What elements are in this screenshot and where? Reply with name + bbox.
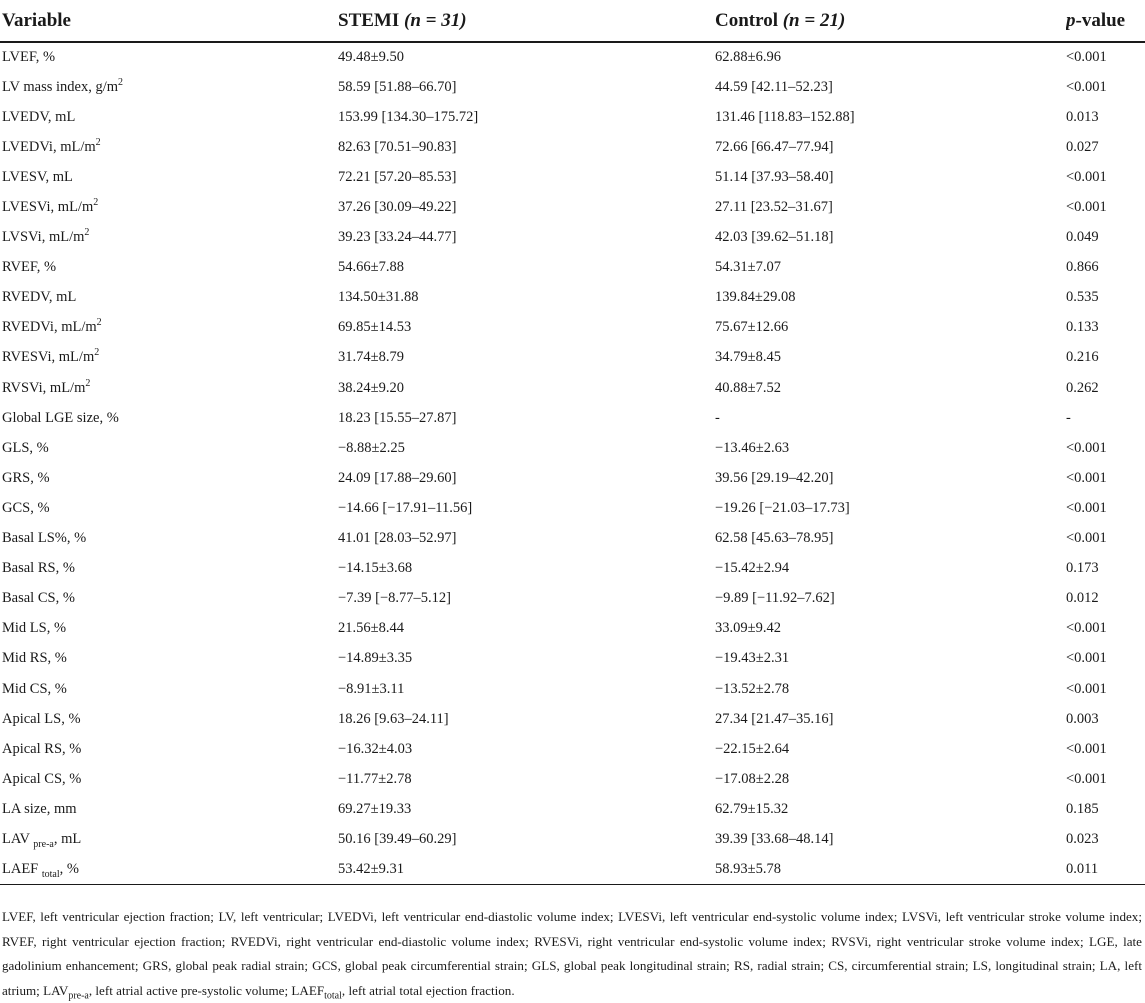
cell-pvalue: <0.001 (1066, 469, 1107, 486)
cell-control: −15.42±2.94 (715, 560, 790, 577)
cell-pvalue: 0.173 (1066, 560, 1099, 577)
table-row (0, 855, 1145, 885)
cell-stemi: 24.09 [17.88–29.60] (338, 469, 457, 486)
table-row (0, 42, 1145, 72)
cell-stemi: 82.63 [70.51–90.83] (338, 138, 457, 155)
cell-control: −13.46±2.63 (715, 439, 790, 456)
cell-control: −22.15±2.64 (715, 740, 790, 757)
cell-variable (0, 72, 338, 102)
variable-text: RVEF, % (2, 259, 57, 276)
header-variable: Variable (0, 0, 338, 42)
cell-stemi: 18.26 [9.63–24.11] (338, 710, 449, 727)
variable-text: LA size, mm (2, 800, 77, 817)
cell-stemi: 31.74±8.79 (338, 349, 404, 366)
table-row (0, 734, 1145, 764)
table-body (0, 42, 1145, 885)
cell-pvalue: 0.027 (1066, 138, 1099, 155)
cell-pvalue: - (1066, 409, 1071, 426)
variable-superscript: 2 (94, 347, 100, 359)
header-control-label: Control (715, 9, 778, 31)
variable-superscript: 2 (85, 377, 91, 389)
cell-stemi: 53.42±9.31 (338, 855, 715, 885)
cell-pvalue: <0.001 (1066, 620, 1107, 637)
cell-control: 39.39 [33.68–48.14] (715, 830, 834, 847)
cell-variable (0, 674, 338, 704)
header-stemi-n: (n = 31) (404, 9, 467, 31)
cell-stemi: 153.99 [134.30–175.72] (338, 108, 479, 125)
table-row (0, 253, 1145, 283)
cell-control: 72.66 [66.47–77.94] (715, 138, 834, 155)
cell-pvalue: 0.216 (1066, 349, 1099, 366)
cell-variable (0, 794, 338, 824)
variable-text: GCS, % (2, 499, 50, 516)
variable-text: Basal CS, % (2, 590, 75, 607)
cell-variable (0, 463, 338, 493)
cell-pvalue: 0.012 (1066, 590, 1099, 607)
cell-variable (0, 764, 338, 794)
footnote-sub1: pre-a (68, 990, 89, 1002)
cell-pvalue: 0.133 (1066, 319, 1099, 336)
cell-stemi: 18.23 [15.55–27.87] (338, 409, 457, 426)
cell-variable (0, 614, 338, 644)
table-footnote (2, 905, 1142, 1003)
cell-control: 34.79±8.45 (715, 349, 781, 366)
cell-variable (0, 223, 338, 253)
cell-variable (0, 373, 338, 403)
cell-variable (0, 704, 338, 734)
cell-stemi: 39.23 [33.24–44.77] (338, 229, 457, 246)
variable-text: RVSVi, mL/m (2, 379, 86, 396)
cell-control: −9.89 [−11.92–7.62] (715, 590, 835, 607)
table-row (0, 794, 1145, 824)
cell-variable (0, 343, 338, 373)
cell-variable (0, 42, 338, 72)
cell-variable (0, 403, 338, 433)
variable-text: Basal RS, % (2, 560, 75, 577)
cell-stemi: −14.15±3.68 (338, 560, 413, 577)
cell-variable (0, 132, 338, 162)
table-row (0, 162, 1145, 192)
variable-superscript: 2 (84, 227, 90, 239)
footnote-sub2: total (324, 990, 342, 1002)
cell-stemi: −8.88±2.25 (338, 439, 405, 456)
cell-control: 44.59 [42.11–52.23] (715, 78, 833, 95)
header-control (715, 0, 1066, 42)
cell-variable (0, 433, 338, 463)
cell-stemi: 58.59 [51.88–66.70] (338, 78, 457, 95)
table-row (0, 704, 1145, 734)
variable-text: LV mass index, g/m (2, 78, 119, 95)
table-row (0, 223, 1145, 253)
cell-control: 51.14 [37.93–58.40] (715, 168, 834, 185)
cell-pvalue: 0.866 (1066, 259, 1099, 276)
variable-text: Apical LS, % (2, 710, 81, 727)
cell-stemi: 41.01 [28.03–52.97] (338, 530, 457, 547)
header-stemi-label: STEMI (338, 9, 400, 31)
variable-text: RVESVi, mL/m (2, 349, 95, 366)
cell-variable (0, 313, 338, 343)
cell-stemi: 54.66±7.88 (338, 259, 404, 276)
variable-superscript: 2 (95, 137, 101, 148)
cell-control: 27.34 [21.47–35.16] (715, 710, 834, 727)
cell-control: 39.56 [29.19–42.20] (715, 469, 834, 486)
cell-pvalue: <0.001 (1066, 439, 1107, 456)
cell-control: 40.88±7.52 (715, 379, 781, 396)
cell-control: −19.26 [−21.03–17.73] (715, 499, 850, 516)
cell-variable (0, 162, 338, 192)
cell-stemi: 134.50±31.88 (338, 289, 419, 306)
cell-control: 62.58 [45.63–78.95] (715, 530, 834, 547)
cell-control: 62.79±15.32 (715, 800, 789, 817)
variable-suffix: , % (59, 860, 79, 877)
header-stemi (338, 0, 715, 42)
variable-subscript: pre-a (33, 838, 54, 850)
variable-text: LVSVi, mL/m (2, 229, 85, 246)
variable-text: Mid RS, % (2, 650, 67, 667)
cell-stemi: 50.16 [39.49–60.29] (338, 830, 457, 847)
cell-variable (0, 102, 338, 132)
footnote-part3: , left atrial total ejection fraction. (341, 982, 515, 998)
table-row (0, 343, 1145, 373)
table-row (0, 614, 1145, 644)
table-row (0, 463, 1145, 493)
table-row (0, 102, 1145, 132)
variable-text: LVEF, % (2, 49, 56, 66)
table-row (0, 433, 1145, 463)
cell-pvalue: 0.049 (1066, 229, 1099, 246)
cell-control: 54.31±7.07 (715, 259, 781, 276)
cell-pvalue: 0.003 (1066, 710, 1099, 727)
variable-text: Basal LS%, % (2, 530, 87, 547)
cell-stemi: 69.85±14.53 (338, 319, 412, 336)
table-row (0, 403, 1145, 433)
cell-pvalue: 0.011 (1066, 855, 1145, 885)
cell-pvalue: <0.001 (1066, 168, 1107, 185)
variable-subscript: total (41, 868, 60, 880)
cell-control: 131.46 [118.83–152.88] (715, 108, 855, 125)
variable-text: LVEDV, mL (2, 108, 76, 125)
cell-stemi: −11.77±2.78 (338, 770, 412, 787)
cell-stemi: 37.26 [30.09–49.22] (338, 199, 457, 216)
cell-variable (0, 584, 338, 614)
header-pvalue-suffix: -value (1075, 9, 1126, 31)
cell-variable (0, 192, 338, 222)
variable-text: GRS, % (2, 469, 50, 486)
cell-pvalue: 0.185 (1066, 800, 1099, 817)
table-row (0, 584, 1145, 614)
cell-pvalue: <0.001 (1066, 770, 1107, 787)
cell-pvalue: <0.001 (1066, 49, 1107, 66)
cell-stemi: 21.56±8.44 (338, 620, 404, 637)
table-row (0, 674, 1145, 704)
cell-control: 58.93±5.78 (715, 855, 1066, 885)
cell-control: 42.03 [39.62–51.18] (715, 229, 834, 246)
cell-stemi: 49.48±9.50 (338, 49, 404, 66)
cell-control: 62.88±6.96 (715, 49, 781, 66)
table-row (0, 493, 1145, 523)
table-row (0, 132, 1145, 162)
variable-text: RVEDV, mL (2, 289, 77, 306)
cell-control: 75.67±12.66 (715, 319, 789, 336)
cell-variable (0, 524, 338, 554)
cell-variable (0, 824, 338, 854)
cell-pvalue: 0.013 (1066, 108, 1099, 125)
variable-text: Apical CS, % (2, 770, 82, 787)
table-header-row (0, 0, 1145, 42)
table-row (0, 644, 1145, 674)
cell-pvalue: <0.001 (1066, 650, 1107, 667)
cell-variable (0, 493, 338, 523)
cell-stemi: 72.21 [57.20–85.53] (338, 168, 457, 185)
variable-text: LAEF (2, 860, 42, 877)
table-row (0, 283, 1145, 313)
header-pvalue (1066, 0, 1145, 42)
footnote-part2: , left atrial active pre-systolic volume; LAEF (88, 982, 325, 998)
cell-stemi: −14.66 [−17.91–11.56] (338, 499, 473, 516)
cell-stemi: −16.32±4.03 (338, 740, 413, 757)
cell-variable (0, 253, 338, 283)
table-row (0, 554, 1145, 584)
cell-pvalue: <0.001 (1066, 199, 1107, 216)
table-row (0, 72, 1145, 102)
cell-control: 33.09±9.42 (715, 620, 781, 637)
cell-variable (0, 734, 338, 764)
cell-pvalue: <0.001 (1066, 78, 1107, 95)
table-row (0, 764, 1145, 794)
cell-control: −19.43±2.31 (715, 650, 790, 667)
cell-control: 139.84±29.08 (715, 289, 796, 306)
cell-pvalue: 0.535 (1066, 289, 1099, 306)
cell-variable (0, 283, 338, 313)
table-row (0, 824, 1145, 854)
cell-variable (0, 554, 338, 584)
cell-pvalue: <0.001 (1066, 530, 1107, 547)
table-row (0, 313, 1145, 343)
cell-pvalue: 0.023 (1066, 830, 1099, 847)
variable-text: Mid CS, % (2, 680, 67, 697)
variable-text: LVEDVi, mL/m (2, 138, 96, 155)
variable-text: LVESVi, mL/m (2, 199, 94, 216)
variable-suffix: , mL (53, 830, 82, 847)
variable-text: LVESV, mL (2, 168, 73, 185)
cell-stemi: −7.39 [−8.77–5.12] (338, 590, 452, 607)
variable-text: LAV (2, 830, 34, 847)
variable-superscript: 2 (118, 76, 124, 88)
variable-superscript: 2 (96, 317, 102, 329)
cell-stemi: 38.24±9.20 (338, 379, 404, 396)
cell-control: −17.08±2.28 (715, 770, 790, 787)
cell-variable (0, 855, 338, 885)
variable-text: Apical RS, % (2, 740, 82, 757)
cell-pvalue: <0.001 (1066, 680, 1107, 697)
cell-pvalue: <0.001 (1066, 740, 1107, 757)
cell-variable (0, 644, 338, 674)
table-row (0, 373, 1145, 403)
variable-text: GLS, % (2, 439, 49, 456)
cell-stemi: −8.91±3.11 (338, 680, 405, 697)
variable-text: Global LGE size, % (2, 409, 119, 426)
cell-control: 27.11 [23.52–31.67] (715, 199, 833, 216)
header-pvalue-prefix: p (1066, 9, 1076, 31)
cell-pvalue: <0.001 (1066, 499, 1107, 516)
variable-text: RVEDVi, mL/m (2, 319, 97, 336)
variable-superscript: 2 (93, 197, 99, 209)
cell-stemi: −14.89±3.35 (338, 650, 413, 667)
variable-text: Mid LS, % (2, 620, 67, 637)
header-control-n: (n = 21) (782, 9, 846, 31)
cell-pvalue: 0.262 (1066, 379, 1099, 396)
table-row (0, 192, 1145, 222)
cell-control: −13.52±2.78 (715, 680, 790, 697)
cell-control: - (715, 409, 720, 426)
cell-stemi: 69.27±19.33 (338, 800, 412, 817)
table-row (0, 524, 1145, 554)
footnote-part1: LVEF, left ventricular ejection fraction; LV, left ventricular; LVEDVi, left ventricular end-diastolic volume index; LVESVi, left ventricular end-systolic volume index; LVSVi, left ventricular stroke volume index; RVEF, right ventricular ejection fraction; RVEDVi, right ventricular end-diastolic volume index; RVESVi, right ventricular end-systolic volume index; RVSVi, right ventricular stroke volume index; LGE, late gadolinium enhancement; GRS, global peak radial strain; GCS, global peak circumferential strain; GLS, global peak longitudinal strain; RS, radial strain; CS, circumferential strain; LS, longitudinal strain; LA, left atrium; LAV (2, 909, 1142, 998)
